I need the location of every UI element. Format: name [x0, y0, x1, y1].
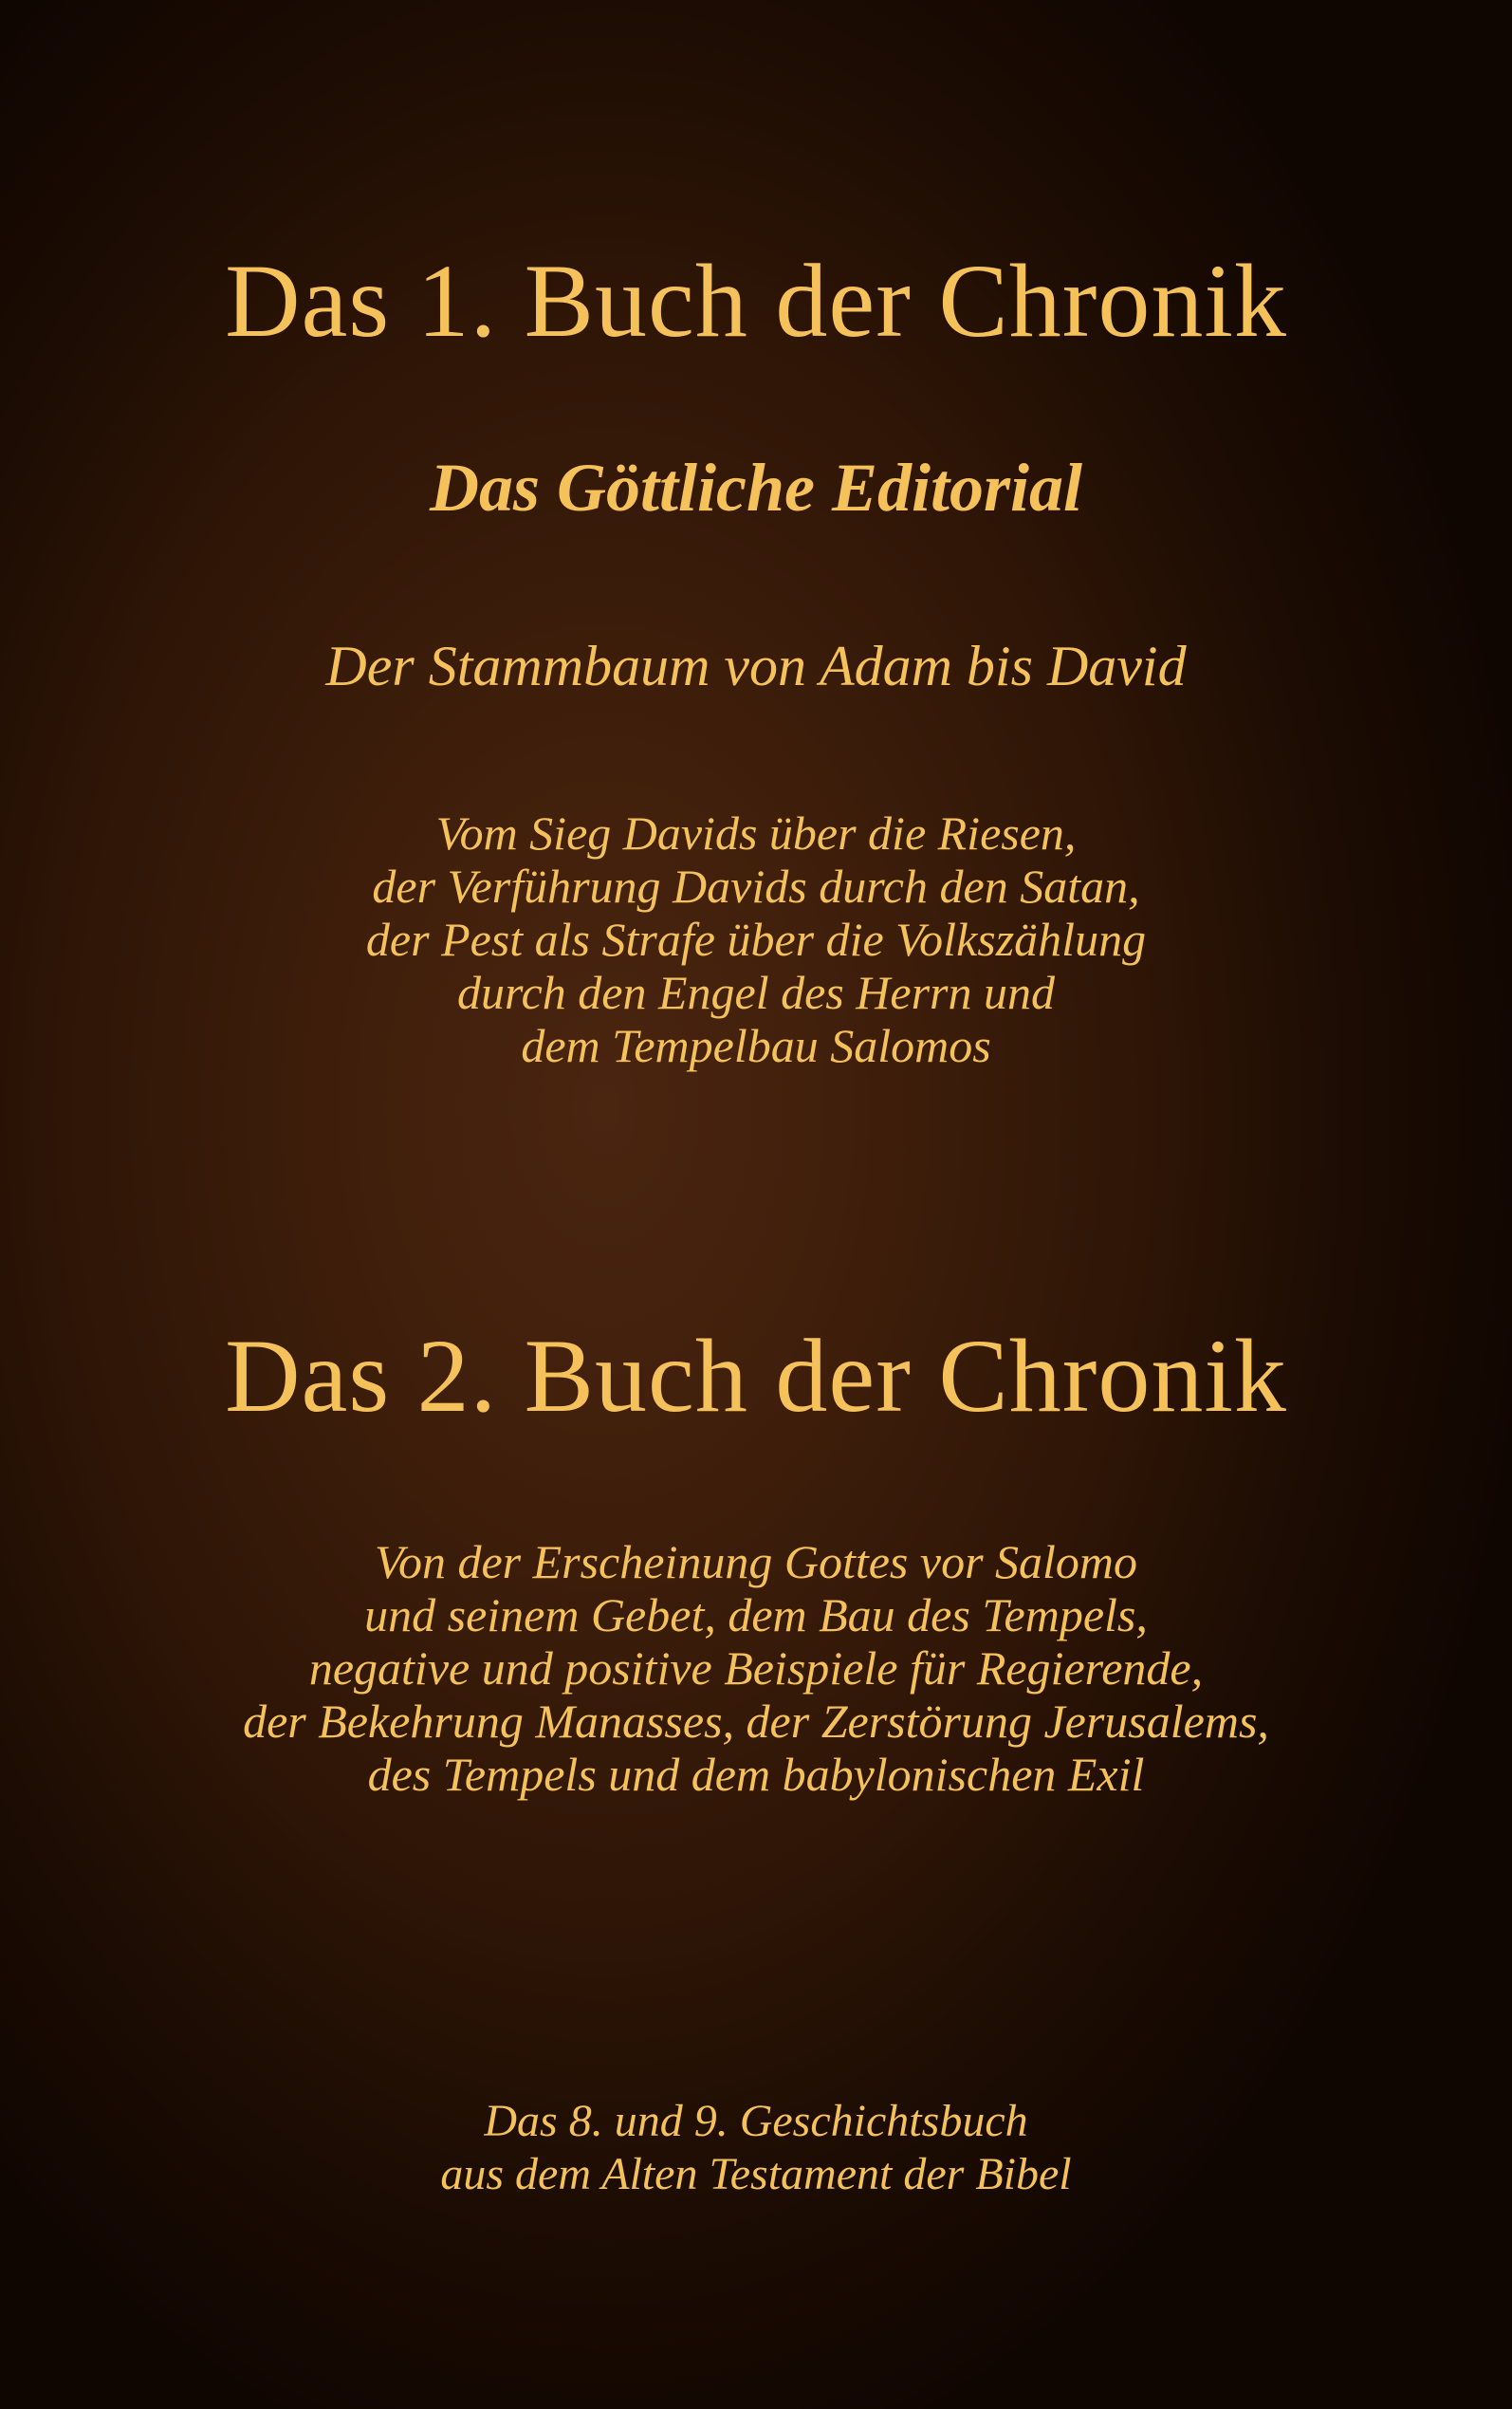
book1-description-line: der Pest als Strafe über die Volkszählung — [365, 913, 1147, 966]
footer-line: Das 8. und 9. Geschichtsbuch — [484, 2096, 1028, 2146]
book2-title: Das 2. Buch der Chronik — [225, 1318, 1287, 1434]
book2-description-line: Von der Erscheinung Gottes vor Salomo — [374, 1535, 1138, 1588]
book2-description-line: der Bekehrung Manasses, der Zerstörung Jerusalems, — [243, 1695, 1269, 1748]
footer-line: aus dem Alten Testament der Bibel — [440, 2149, 1072, 2199]
book2-description-line: und seinem Gebet, dem Bau des Tempels, — [364, 1588, 1148, 1641]
footer-text — [0, 2095, 1512, 2201]
book2-description-line: des Tempels und dem babylonischen Exil — [367, 1748, 1145, 1801]
book2-description-line: negative und positive Beispiele für Regierende, — [308, 1641, 1204, 1695]
book1-title: Das 1. Buch der Chronik — [225, 243, 1287, 359]
book2-description — [0, 1535, 1512, 1801]
book1-description-line: dem Tempelbau Salomos — [521, 1019, 991, 1072]
book1-description-line: Vom Sieg Davids über die Riesen, — [435, 806, 1077, 860]
book1-subtitle: Das Göttliche Editorial — [429, 450, 1083, 526]
book1-description — [0, 806, 1512, 1072]
book1-description-line: der Verführung Davids durch den Satan, — [372, 860, 1140, 913]
book1-description-line: durch den Engel des Herrn und — [457, 966, 1055, 1019]
book1-tagline: Der Stammbaum von Adam bis David — [325, 635, 1187, 697]
